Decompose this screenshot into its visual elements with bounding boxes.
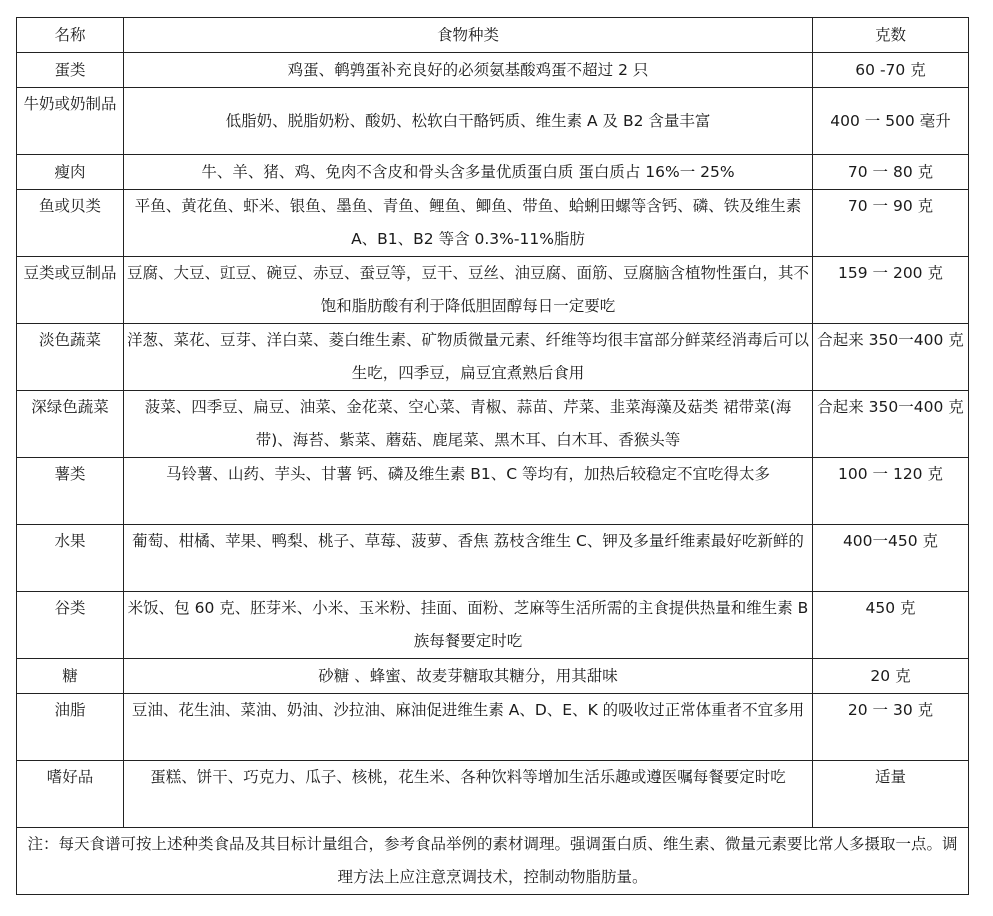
header-qty: 克数 [813,18,969,53]
table-row [17,324,969,391]
row-name: 豆类或豆制品 [17,257,124,324]
table-row [17,659,969,694]
row-name: 牛奶或奶制品 [17,88,124,155]
row-qty: 适量 [813,761,969,828]
row-type: 豆腐、大豆、豇豆、碗豆、赤豆、蚕豆等，豆干、豆丝、油豆腐、面筋、豆腐脑含植物性蛋白，其不饱和脂肪酸有利于降低胆固醇每日一定要吃 [124,257,813,324]
row-name: 水果 [17,525,124,592]
table-row [17,694,969,761]
row-qty: 400一450 克 [813,525,969,592]
row-qty: 400 一 500 毫升 [813,88,969,155]
row-name: 油脂 [17,694,124,761]
row-type: 马铃薯、山药、芋头、甘薯 钙、磷及维生素 B1、C 等均有，加热后较稳定不宜吃得太多 [124,458,813,525]
row-qty: 100 一 120 克 [813,458,969,525]
row-type: 平鱼、黄花鱼、虾米、银鱼、墨鱼、青鱼、鲤鱼、鲫鱼、带鱼、蛤蜊田螺等含钙、磷、铁及维生素 A、B1、B2 等含 0.3%-11%脂肪 [124,190,813,257]
row-qty: 20 一 30 克 [813,694,969,761]
table-note: 注：每天食谱可按上述种类食品及其目标计量组合，参考食品举例的素材调理。强调蛋白质、维生素、微量元素要比常人多摄取一点。调理方法上应注意烹调技术，控制动物脂肪量。 [17,828,969,895]
header-type: 食物种类 [124,18,813,53]
table-row [17,525,969,592]
table-row [17,155,969,190]
row-type: 鸡蛋、鹌鹑蛋补充良好的必须氨基酸鸡蛋不超过 2 只 [124,53,813,88]
table-row [17,391,969,458]
row-type: 豆油、花生油、菜油、奶油、沙拉油、麻油促进维生素 A、D、E、K 的吸收过正常体重者不宜多用 [124,694,813,761]
row-type: 蛋糕、饼干、巧克力、瓜子、核桃，花生米、各种饮料等增加生活乐趣或遵医嘱每餐要定时吃 [124,761,813,828]
row-type: 洋葱、菜花、豆芽、洋白菜、菱白维生素、矿物质微量元素、纤维等均很丰富部分鲜菜经消毒后可以生吃，四季豆，扁豆宜煮熟后食用 [124,324,813,391]
table-row [17,592,969,659]
header-row [17,18,969,53]
row-qty: 20 克 [813,659,969,694]
row-name: 糖 [17,659,124,694]
row-type: 菠菜、四季豆、扁豆、油菜、金花菜、空心菜、青椒、蒜苗、芹菜、韭菜海藻及菇类 裙带菜(海带)、海苔、紫菜、蘑菇、鹿尾菜、黑木耳、白木耳、香猴头等 [124,391,813,458]
row-qty: 450 克 [813,592,969,659]
row-name: 嗜好品 [17,761,124,828]
food-table [16,17,969,895]
row-qty: 合起来 350一400 克 [813,324,969,391]
row-qty: 70 一 80 克 [813,155,969,190]
table-row [17,88,969,155]
row-name: 谷类 [17,592,124,659]
table-row [17,53,969,88]
row-type: 葡萄、柑橘、苹果、鸭梨、桃子、草莓、菠萝、香焦 荔枝含维生 C、钾及多量纤维素最好吃新鲜的 [124,525,813,592]
row-name: 蛋类 [17,53,124,88]
table-row [17,458,969,525]
row-type: 米饭、包 60 克、胚芽米、小米、玉米粉、挂面、面粉、芝麻等生活所需的主食提供热量和维生素 B 族每餐要定时吃 [124,592,813,659]
table-row [17,190,969,257]
table-row [17,761,969,828]
row-name: 瘦肉 [17,155,124,190]
row-type: 低脂奶、脱脂奶粉、酸奶、松软白干酪钙质、维生素 A 及 B2 含量丰富 [124,88,813,155]
row-name: 深绿色蔬菜 [17,391,124,458]
row-type: 牛、羊、猪、鸡、免肉不含皮和骨头含多量优质蛋白质 蛋白质占 16%一 25% [124,155,813,190]
row-name: 鱼或贝类 [17,190,124,257]
row-qty: 合起来 350一400 克 [813,391,969,458]
row-qty: 60 -70 克 [813,53,969,88]
row-name: 淡色蔬菜 [17,324,124,391]
table-row [17,257,969,324]
row-qty: 159 一 200 克 [813,257,969,324]
header-name: 名称 [17,18,124,53]
note-row [17,828,969,895]
row-qty: 70 一 90 克 [813,190,969,257]
row-type: 砂糖 、蜂蜜、故麦芽糖取其糖分，用其甜味 [124,659,813,694]
row-name: 薯类 [17,458,124,525]
